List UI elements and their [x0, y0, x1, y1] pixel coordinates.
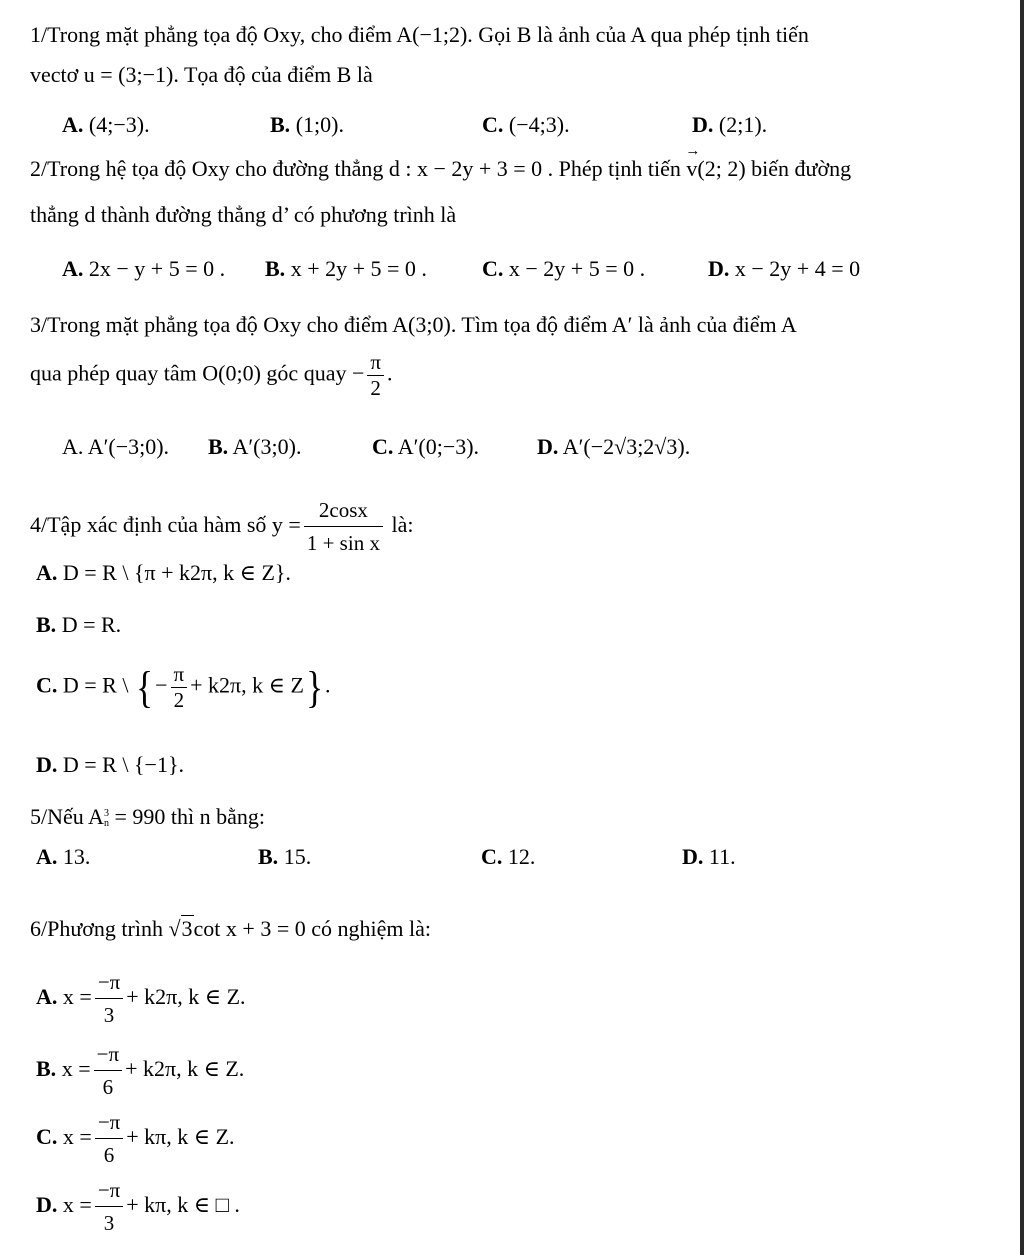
subscript: n: [103, 817, 109, 829]
q4-option-b[interactable]: [36, 614, 121, 636]
option-label: B.: [258, 844, 279, 869]
q4-stem-end: là:: [391, 512, 414, 538]
option-text: 13.: [62, 844, 91, 869]
q5-option-b[interactable]: [258, 846, 311, 868]
option-label: A.: [62, 434, 84, 459]
q1-option-b[interactable]: [270, 114, 344, 136]
option-fraction: [94, 1044, 122, 1098]
q5-stem: [30, 806, 265, 829]
q5-option-a[interactable]: [36, 846, 90, 868]
q6-option-d[interactable]: [36, 1180, 240, 1234]
q4-option-d[interactable]: [36, 754, 184, 776]
option-label: C.: [36, 672, 58, 698]
fraction-numerator: 2cosx: [304, 500, 383, 527]
option-text-start: x =: [62, 1124, 92, 1150]
q5-stem-end: = 990 thì n bằng:: [108, 804, 265, 829]
q6-option-c[interactable]: [36, 1112, 235, 1166]
option-text: A′(3;0).: [232, 434, 302, 459]
option-fraction: [171, 664, 188, 711]
option-text-end: + kπ, k ∈ □ .: [126, 1192, 240, 1218]
option-text-start: x =: [61, 1056, 91, 1082]
option-text: A′(−2√3;2√3).: [562, 434, 691, 459]
q3-line-2-text: qua phép quay tâm O(0;0) góc quay −: [30, 360, 365, 386]
q4-option-c[interactable]: C. D = R \ {− $\frac{\pi}{2}$ + k2π, k ∈ Z}.: [36, 662, 331, 712]
option-label: A.: [62, 112, 84, 137]
option-text-end: + k2π, k ∈ Z.: [126, 984, 246, 1010]
q5-option-d[interactable]: [682, 846, 736, 868]
fraction-numerator: π: [367, 352, 384, 376]
q2-option-d[interactable]: [708, 258, 860, 280]
option-text-end: + k2π, k ∈ Z.: [125, 1056, 245, 1082]
option-text: (2;1).: [718, 112, 768, 137]
q1-line-2: vectơ u = (3;−1). Tọa độ của điểm B là: [30, 62, 373, 87]
option-text: 15.: [283, 844, 312, 869]
fraction-denominator: 6: [102, 1075, 114, 1099]
fraction-denominator: 1 + sin x: [306, 531, 380, 555]
q1-line-1: 1/Trong mặt phẳng tọa độ Oxy, cho điểm A(−1;2). Gọi B là ảnh của A qua phép tịnh tiến: [30, 22, 809, 47]
radicand: 3: [181, 916, 193, 941]
option-fraction: [95, 1180, 123, 1234]
right-brace: }: [306, 662, 323, 712]
left-brace: {: [136, 662, 153, 712]
option-text-end: + kπ, k ∈ Z.: [126, 1124, 235, 1150]
option-text: 11.: [708, 844, 736, 869]
option-label: D.: [36, 1192, 58, 1218]
option-text: 2x − y + 5 = 0 .: [88, 256, 226, 281]
option-label: A.: [62, 256, 84, 281]
q4-stem: [30, 500, 413, 554]
option-fraction: [95, 972, 123, 1026]
option-label: B.: [208, 434, 229, 459]
q2-line-1: [30, 158, 851, 180]
q2-line-2: thẳng d thành đường thẳng d’ có phương trình là: [30, 202, 457, 227]
fraction-denominator: 3: [103, 1211, 115, 1235]
q5-option-c[interactable]: [481, 846, 535, 868]
q2-option-a[interactable]: [62, 258, 225, 280]
option-text-end: + k2π, k ∈ Z: [190, 672, 304, 698]
option-label: A.: [36, 844, 58, 869]
fraction-numerator: −π: [94, 1044, 122, 1071]
option-text: A′(0;−3).: [397, 434, 480, 459]
option-label: D.: [708, 256, 730, 281]
option-text: (1;0).: [295, 112, 344, 137]
option-text: D = R \ {π + k2π, k ∈ Z}.: [62, 560, 291, 585]
angle-fraction: [367, 352, 384, 399]
option-text: x − 2y + 4 = 0: [734, 256, 861, 281]
q1-option-a[interactable]: [62, 114, 150, 136]
page-edge: [1020, 0, 1024, 1255]
fraction-numerator: −π: [95, 972, 123, 999]
option-label: B.: [270, 112, 291, 137]
option-label: D.: [692, 112, 714, 137]
q5-stem-text: 5/Nếu A: [30, 804, 104, 829]
q2-option-b[interactable]: [265, 258, 427, 280]
q2-line-1-end: (2; 2) biến đường: [697, 156, 852, 181]
vector-v: → v: [686, 158, 697, 180]
q3-option-a[interactable]: [62, 436, 169, 458]
option-label: D.: [682, 844, 704, 869]
option-label: C.: [482, 112, 504, 137]
option-label: C.: [481, 844, 503, 869]
option-text: (4;−3).: [88, 112, 150, 137]
fraction-numerator: −π: [95, 1180, 123, 1207]
fraction-denominator: 2: [173, 688, 185, 712]
option-text: D = R.: [61, 612, 122, 637]
option-text: x − 2y + 5 = 0 .: [508, 256, 646, 281]
option-text-start: D = R \: [62, 672, 129, 698]
superscript: 3: [103, 807, 109, 819]
q4-option-a[interactable]: [36, 562, 291, 584]
option-label: B.: [265, 256, 286, 281]
option-label: A.: [36, 984, 58, 1010]
fraction-denominator: 2: [370, 376, 381, 400]
fraction-numerator: π: [171, 664, 188, 688]
q3-option-d[interactable]: [537, 436, 690, 458]
option-label: C.: [482, 256, 504, 281]
q3-option-b[interactable]: [208, 436, 301, 458]
option-text: x + 2y + 5 = 0 .: [290, 256, 427, 281]
option-label: C.: [36, 1124, 58, 1150]
option-label: D.: [36, 752, 58, 777]
q1-option-c[interactable]: [482, 114, 570, 136]
option-label: C.: [372, 434, 394, 459]
option-text: D = R \ {−1}.: [62, 752, 184, 777]
option-label: D.: [537, 434, 559, 459]
q4-stem-text: 4/Tập xác định của hàm số y =: [30, 512, 301, 538]
q6-stem: [30, 918, 431, 940]
function-fraction: [304, 500, 383, 554]
option-fraction: [95, 1112, 123, 1166]
q6-option-a[interactable]: [36, 972, 246, 1026]
option-text-start: x =: [62, 1192, 92, 1218]
q6-option-b[interactable]: [36, 1044, 244, 1098]
fraction-denominator: 6: [103, 1143, 115, 1167]
q3-line-2: [30, 352, 392, 399]
option-text: (−4;3).: [508, 112, 570, 137]
option-label: A.: [36, 560, 58, 585]
q6-stem-end: cot x + 3 = 0 có nghiệm là:: [193, 916, 431, 941]
q2-line-1-text: 2/Trong hệ tọa độ Oxy cho đường thẳng d : x − 2y + 3 = 0 . Phép tịnh tiến: [30, 156, 687, 181]
q1-option-d[interactable]: [692, 114, 767, 136]
option-text: 12.: [507, 844, 536, 869]
q3-line-1: 3/Trong mặt phẳng tọa độ Oxy cho điểm A(3;0). Tìm tọa độ điểm A′ là ảnh của điểm A: [30, 312, 797, 337]
option-label: B.: [36, 1056, 57, 1082]
option-text: A′(−3;0).: [87, 434, 170, 459]
q3-line-2-end: .: [386, 360, 393, 386]
fraction-denominator: 3: [103, 1003, 115, 1027]
q3-option-c[interactable]: [372, 436, 479, 458]
q2-option-c[interactable]: [482, 258, 645, 280]
square-root: √3: [168, 916, 193, 941]
option-label: B.: [36, 612, 57, 637]
fraction-numerator: −π: [95, 1112, 123, 1139]
q6-stem-text: 6/Phương trình: [30, 916, 169, 941]
option-text-start: x =: [62, 984, 92, 1010]
